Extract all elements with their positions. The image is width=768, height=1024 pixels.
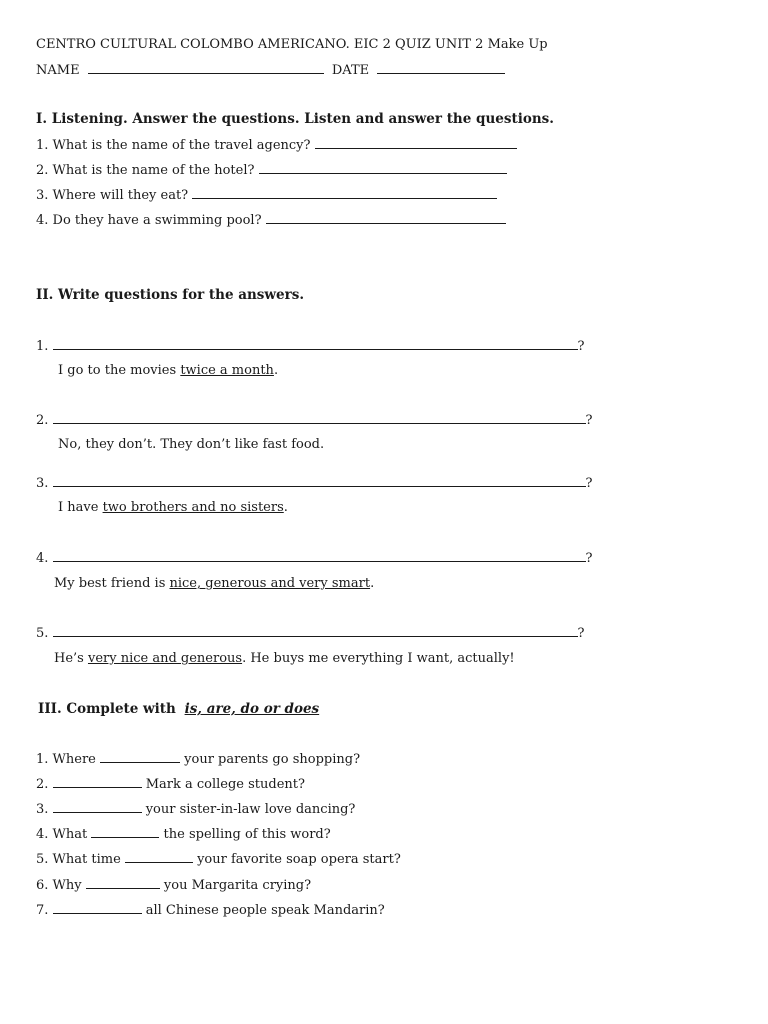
item-post: your parents go shopping? [184, 752, 361, 767]
answer-pre: My best friend is [54, 576, 170, 591]
item-pre: 1. Where [36, 752, 96, 767]
listening-question-3 [36, 186, 497, 205]
date-label: DATE [331, 63, 370, 78]
question-line[interactable] [53, 474, 586, 487]
answer-text-2 [58, 436, 324, 454]
complete-item-2 [36, 775, 305, 794]
item-pre: 3. [36, 802, 49, 817]
fill-blank[interactable] [86, 876, 160, 889]
fill-blank[interactable] [53, 901, 142, 914]
answer-pre: I have [58, 500, 103, 515]
item-pre: 6. Why [36, 878, 82, 893]
item-number: 2. [36, 413, 49, 428]
question-text: 4. Do they have a swimming pool? [36, 213, 262, 228]
page-title: CENTRO CULTURAL COLOMBO AMERICANO. EIC 2 QUIZ UNIT 2 Make Up [36, 37, 548, 52]
section-1-heading: I. Listening. Answer the questions. Listen and answer the questions. [36, 111, 554, 127]
complete-item-6 [36, 876, 311, 895]
item-number: 4. [36, 551, 49, 566]
section-3-heading-words: is, are, do or does [184, 701, 320, 717]
write-question-line-2 [36, 411, 593, 430]
answer-post: . [273, 363, 279, 378]
item-post: all Chinese people speak Mandarin? [145, 903, 385, 918]
write-question-line-1 [36, 337, 585, 356]
item-post: you Margarita crying? [163, 878, 312, 893]
question-line[interactable] [53, 549, 586, 562]
answer-text-5 [54, 650, 515, 668]
answer-line[interactable] [192, 186, 497, 199]
answer-pre: No, they don’t. They don’t like fast food. [58, 437, 325, 452]
write-question-line-3 [36, 474, 593, 493]
listening-question-4 [36, 211, 506, 230]
question-text: 1. What is the name of the travel agency? [36, 138, 311, 153]
answer-underlined: twice a month [180, 363, 274, 378]
item-number: 1. [36, 339, 49, 354]
answer-line[interactable] [259, 161, 507, 174]
fill-blank[interactable] [53, 775, 142, 788]
listening-question-2 [36, 161, 507, 180]
answer-pre: I go to the movies [58, 363, 181, 378]
question-line[interactable] [53, 624, 578, 637]
complete-item-1 [36, 750, 360, 769]
item-number: 3. [36, 476, 49, 491]
date-field[interactable] [377, 61, 505, 74]
item-pre: 2. [36, 777, 49, 792]
name-label: NAME [36, 63, 80, 78]
item-post: Mark a college student? [145, 777, 305, 792]
item-post: your sister-in-law love dancing? [145, 802, 356, 817]
question-mark: ? [585, 413, 593, 428]
section-3-heading [38, 700, 319, 718]
answer-line[interactable] [266, 211, 506, 224]
write-question-line-4 [36, 549, 593, 568]
complete-item-5 [36, 850, 401, 869]
answer-text-3 [58, 499, 288, 517]
name-date-row [36, 61, 505, 80]
fill-blank[interactable] [125, 850, 193, 863]
question-mark: ? [577, 626, 585, 641]
question-mark: ? [585, 476, 593, 491]
answer-post: . He buys me everything I want, actually! [242, 651, 515, 666]
fill-blank[interactable] [100, 750, 180, 763]
item-pre: 4. What [36, 827, 88, 842]
answer-line[interactable] [315, 136, 517, 149]
item-pre: 7. [36, 903, 49, 918]
complete-item-7 [36, 901, 385, 920]
answer-underlined: nice, generous and very smart [169, 576, 371, 591]
question-line[interactable] [53, 337, 578, 350]
complete-item-4 [36, 825, 331, 844]
item-number: 5. [36, 626, 49, 641]
name-field[interactable] [88, 61, 324, 74]
question-line[interactable] [53, 411, 586, 424]
question-mark: ? [577, 339, 585, 354]
question-text: 3. Where will they eat? [36, 188, 189, 203]
answer-post: . [283, 500, 288, 515]
write-question-line-5 [36, 624, 585, 643]
item-post: the spelling of this word? [163, 827, 331, 842]
answer-underlined: very nice and generous [87, 651, 243, 666]
listening-question-1 [36, 136, 517, 155]
answer-text-4 [54, 575, 374, 593]
fill-blank[interactable] [53, 800, 142, 813]
item-pre: 5. What time [36, 852, 121, 867]
section-2-heading: II. Write questions for the answers. [36, 287, 305, 303]
answer-pre: He’s [54, 651, 88, 666]
answer-underlined: two brothers and no sisters [102, 500, 284, 515]
answer-post: . [370, 576, 375, 591]
question-mark: ? [585, 551, 593, 566]
answer-text-1 [58, 362, 278, 380]
complete-item-3 [36, 800, 355, 819]
question-text: 2. What is the name of the hotel? [36, 163, 255, 178]
item-post: your favorite soap opera start? [197, 852, 401, 867]
section-3-heading-text: III. Complete with [38, 701, 176, 717]
fill-blank[interactable] [91, 825, 159, 838]
